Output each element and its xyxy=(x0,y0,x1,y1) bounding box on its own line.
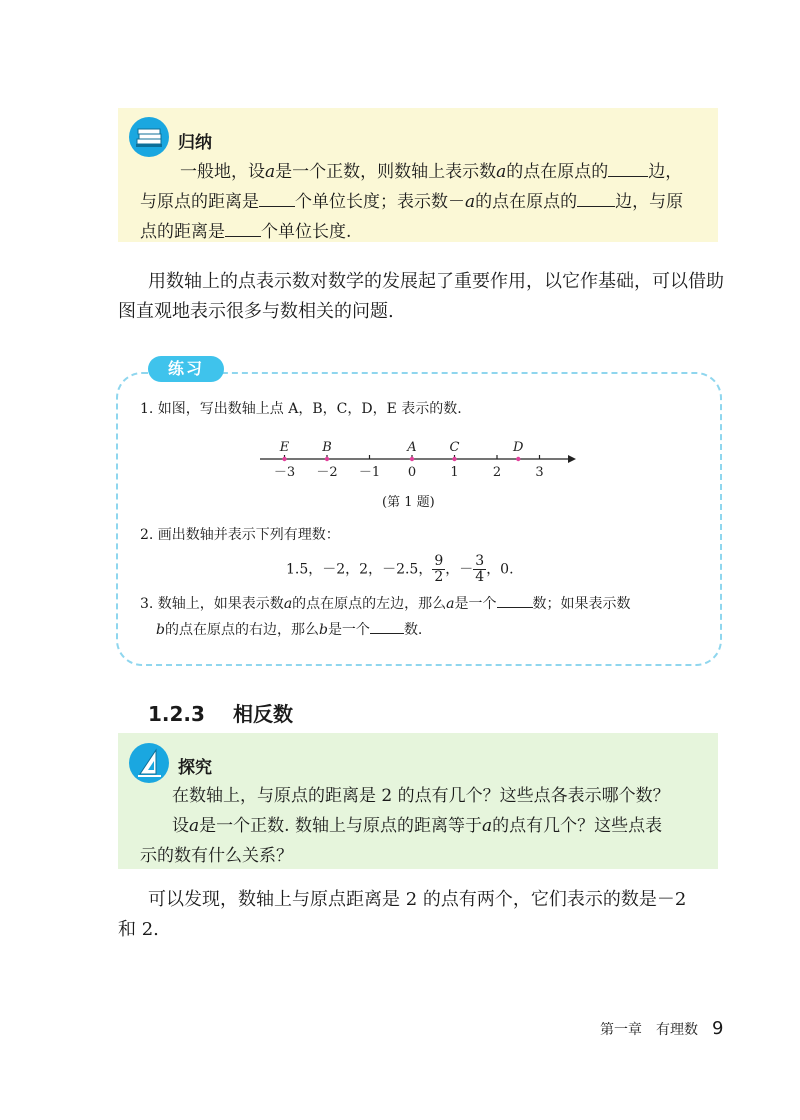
number-line-tick-label: 0 xyxy=(407,465,417,480)
explore-title: 探究 xyxy=(178,758,212,778)
book-stack-icon xyxy=(128,116,170,158)
practice-question-2: 2. 画出数轴并表示下列有理数： xyxy=(140,527,340,543)
blank xyxy=(370,620,404,634)
practice-question-2-values: 1.5，－2，2，－2.5， $\frac{9}{2}$ ，－ $\frac{3}{4}$ ，0. xyxy=(286,553,514,585)
paragraph-1-line-2: 图直观地表示很多与数相关的问题. xyxy=(118,301,394,322)
number-line-tick-label: －1 xyxy=(358,465,381,480)
number-line-tick-label: －2 xyxy=(316,465,338,480)
paragraph-1-line-1: 用数轴上的点表示数对数学的发展起了重要作用，以它作基础，可以借助 xyxy=(148,271,724,292)
practice-question-3-line-1: 3. 数轴上，如果表示数a的点在原点的左边，那么a是一个 数；如果表示数 xyxy=(140,596,631,612)
number-line-point-label: B xyxy=(322,440,332,455)
number-line-tick-label: 2 xyxy=(492,465,502,480)
number-line-point-A xyxy=(410,457,414,461)
practice-tab: 练习 xyxy=(148,356,224,382)
number-line-tick-label: 3 xyxy=(535,465,544,480)
explore-line-3: 示的数有什么关系？ xyxy=(140,846,293,866)
number-line-point-label: A xyxy=(407,440,417,455)
summary-title: 归纳 xyxy=(178,133,212,153)
section-heading: 1.2.3 相反数 xyxy=(148,702,293,726)
paragraph-2-line-2: 和 2. xyxy=(118,919,159,940)
number-line-arrow xyxy=(568,455,576,463)
explore-line-2: 设a是一个正数. 数轴上与原点的距离等于a的点有几个？这些点表 xyxy=(172,816,663,836)
set-square-icon xyxy=(128,742,170,784)
number-line-point-label: D xyxy=(513,440,524,455)
number-line-tick-label: 1 xyxy=(450,465,459,480)
page-footer xyxy=(600,1018,723,1039)
blank xyxy=(608,160,648,177)
number-line-point-E xyxy=(282,457,286,461)
number-line-tick-label: －3 xyxy=(273,465,296,480)
practice-question-1: 1. 如图，写出数轴上点 A，B，C，D，E 表示的数. xyxy=(140,401,462,417)
blank xyxy=(577,190,615,207)
page-number: 9 xyxy=(712,1018,724,1039)
summary-line-2: 与原点的距离是 个单位长度；表示数－a的点在原点的 边，与原 xyxy=(140,192,684,212)
blank xyxy=(497,594,533,608)
summary-line-1: 一般地，设a是一个正数，则数轴上表示数a的点在原点的 边， xyxy=(180,162,683,182)
number-line-point-B xyxy=(325,457,329,461)
blank xyxy=(259,190,295,207)
explore-line-1: 在数轴上，与原点的距离是 2 的点有几个？这些点各表示哪个数？ xyxy=(172,786,670,806)
practice-question-3-line-2: b的点在原点的右边，那么b是一个 数. xyxy=(156,622,423,638)
number-line-point-C xyxy=(452,457,456,461)
number-line-point-D xyxy=(516,457,520,461)
figure-caption: (第 1 题) xyxy=(382,495,435,510)
fraction-3-4: $\frac{3}{4}$ xyxy=(475,553,485,585)
paragraph-2-line-1: 可以发现，数轴上与原点距离是 2 的点有两个，它们表示的数是－2 xyxy=(148,889,687,910)
number-line-point-label: E xyxy=(279,440,290,455)
fraction-9-2: $\frac{9}{2}$ xyxy=(434,553,444,585)
number-line xyxy=(250,432,580,492)
chapter-label: 第一章 有理数 xyxy=(600,1022,698,1038)
summary-line-3: 点的距离是 个单位长度. xyxy=(140,222,352,242)
blank xyxy=(225,220,261,237)
number-line-point-label: C xyxy=(449,440,460,455)
